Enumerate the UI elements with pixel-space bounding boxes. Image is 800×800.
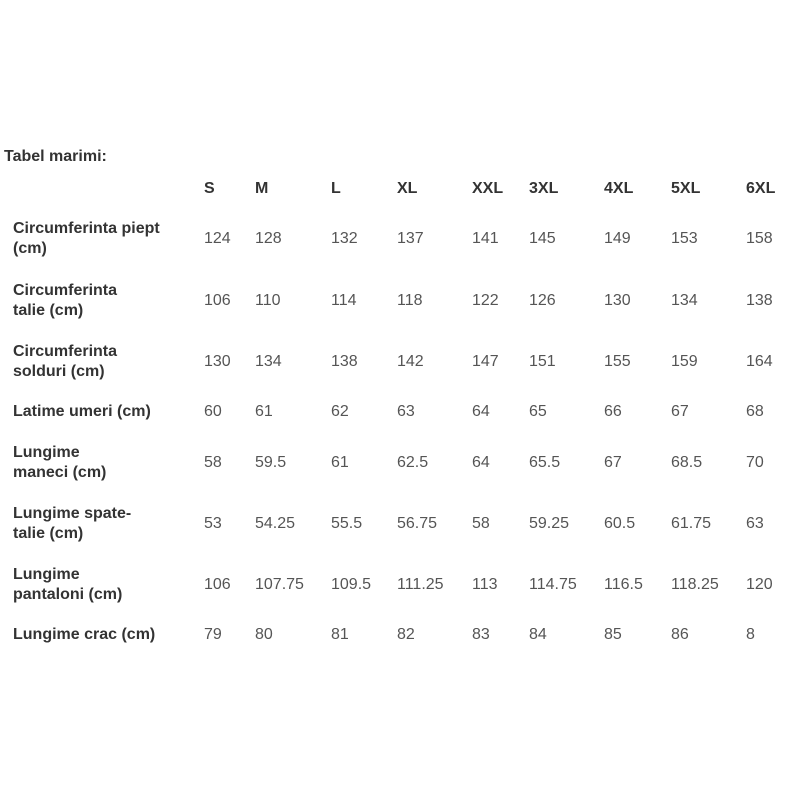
measurement-row xyxy=(8,331,796,392)
measurement-value: 124 xyxy=(204,230,231,247)
size-header-xl: XL xyxy=(397,180,418,197)
measurement-value: 109.5 xyxy=(331,575,372,593)
measurement-value: 110 xyxy=(255,291,281,309)
measurement-label xyxy=(8,432,204,493)
measurement-row xyxy=(8,493,796,554)
measurement-value: 122 xyxy=(472,291,499,309)
measurement-label-line: Circumferinta xyxy=(13,342,118,360)
measurement-value: 147 xyxy=(472,352,499,370)
measurement-value: 83 xyxy=(472,626,490,643)
size-header-xxl: XXL xyxy=(472,180,504,197)
measurement-label-line: (cm) xyxy=(13,240,47,257)
measurement-value: 54.25 xyxy=(255,514,296,532)
measurement-value: 142 xyxy=(397,352,424,370)
measurement-label xyxy=(8,270,204,331)
measurement-value: 138 xyxy=(746,291,773,309)
measurement-value: 132 xyxy=(331,230,358,247)
measurement-value: 149 xyxy=(604,230,631,247)
size-header-m: M xyxy=(255,180,269,197)
measurement-value: 65.5 xyxy=(529,453,561,471)
measurement-value: 86 xyxy=(671,626,689,643)
measurement-value: 56.75 xyxy=(397,514,438,532)
size-header-3xl: 3XL xyxy=(529,180,559,197)
measurement-value: 138 xyxy=(331,352,358,370)
measurement-value: 126 xyxy=(529,291,556,309)
measurement-value: 62 xyxy=(331,403,349,420)
measurement-value: 107.75 xyxy=(255,575,304,593)
measurement-value: 62.5 xyxy=(397,453,429,471)
measurement-value: 111.25 xyxy=(397,575,444,593)
size-header-4xl: 4XL xyxy=(604,180,634,197)
measurement-label-line: pantaloni (cm) xyxy=(13,585,123,603)
measurement-label-line: maneci (cm) xyxy=(13,463,107,481)
measurement-value: 155 xyxy=(604,352,631,370)
measurement-value: 63 xyxy=(746,514,764,532)
measurement-label-line: Circumferinta piept xyxy=(13,220,160,237)
measurement-value: 8 xyxy=(746,626,755,643)
measurement-value: 113 xyxy=(472,575,498,593)
measurement-value: 64 xyxy=(472,453,490,471)
measurement-label-line: Latime umeri (cm) xyxy=(13,403,151,420)
measurement-row xyxy=(8,554,796,615)
header-corner xyxy=(8,170,204,208)
measurement-row xyxy=(8,432,796,493)
measurement-value: 68 xyxy=(746,403,764,420)
measurement-value: 128 xyxy=(255,230,282,247)
measurement-label xyxy=(8,331,204,392)
measurement-row xyxy=(8,392,796,432)
measurement-label xyxy=(8,615,204,655)
measurement-value: 118.25 xyxy=(671,575,719,593)
measurement-value: 59.5 xyxy=(255,453,287,471)
measurement-value: 67 xyxy=(671,403,689,420)
measurement-value: 66 xyxy=(604,403,622,420)
size-chart-body xyxy=(8,208,796,655)
measurement-value: 64 xyxy=(472,403,490,420)
measurement-value: 61 xyxy=(255,403,273,420)
measurement-label-line: Lungime spate- xyxy=(13,504,132,522)
measurement-label-line: talie (cm) xyxy=(13,524,84,542)
measurement-value: 70 xyxy=(746,453,764,471)
measurement-label-line: Lungime xyxy=(13,565,80,583)
measurement-value: 106 xyxy=(204,575,231,593)
measurement-value: 159 xyxy=(671,352,698,370)
measurement-value: 114.75 xyxy=(529,575,577,593)
size-header-s: S xyxy=(204,180,215,197)
measurement-label-line: solduri (cm) xyxy=(13,362,105,380)
measurement-value: 60.5 xyxy=(604,514,636,532)
measurement-value: 79 xyxy=(204,626,222,643)
measurement-value: 134 xyxy=(671,291,698,309)
measurement-value: 130 xyxy=(604,291,631,309)
measurement-value: 53 xyxy=(204,514,222,532)
size-chart-table xyxy=(8,170,796,655)
measurement-label xyxy=(8,493,204,554)
measurement-value: 158 xyxy=(746,230,773,247)
measurement-row xyxy=(8,615,796,655)
measurement-value: 134 xyxy=(255,352,282,370)
size-header-l: L xyxy=(331,180,341,197)
measurement-label-line: Circumferinta xyxy=(13,281,118,299)
measurement-value: 63 xyxy=(397,403,415,420)
measurement-value: 60 xyxy=(204,403,222,420)
measurement-value: 67 xyxy=(604,453,622,471)
measurement-value: 59.25 xyxy=(529,514,570,532)
measurement-value: 81 xyxy=(331,626,349,643)
measurement-value: 120 xyxy=(746,575,773,593)
measurement-label xyxy=(8,554,204,615)
size-header-row xyxy=(8,170,796,208)
measurement-value: 118 xyxy=(397,291,423,309)
measurement-value: 137 xyxy=(397,230,424,247)
measurement-value: 58 xyxy=(472,514,490,532)
measurement-value: 61.75 xyxy=(671,514,712,532)
measurement-label xyxy=(8,208,204,270)
measurement-value: 58 xyxy=(204,453,222,471)
size-header-5xl: 5XL xyxy=(671,180,701,197)
measurement-value: 85 xyxy=(604,626,622,643)
measurement-value: 153 xyxy=(671,230,698,247)
measurement-value: 106 xyxy=(204,291,231,309)
measurement-value: 61 xyxy=(331,453,349,471)
measurement-value: 116.5 xyxy=(604,575,643,593)
measurement-row xyxy=(8,208,796,270)
measurement-label-line: Lungime crac (cm) xyxy=(13,626,156,643)
measurement-row xyxy=(8,270,796,331)
measurement-value: 82 xyxy=(397,626,415,643)
measurement-label-line: talie (cm) xyxy=(13,301,84,319)
measurement-label-line: Lungime xyxy=(13,443,80,461)
measurement-value: 151 xyxy=(529,352,556,370)
size-header-6xl: 6XL xyxy=(746,180,776,197)
measurement-value: 55.5 xyxy=(331,514,363,532)
measurement-value: 114 xyxy=(331,291,357,309)
measurement-label xyxy=(8,392,204,432)
measurement-value: 141 xyxy=(472,230,499,247)
measurement-value: 130 xyxy=(204,352,231,370)
measurement-value: 164 xyxy=(746,352,773,370)
measurement-value: 84 xyxy=(529,626,547,643)
measurement-value: 145 xyxy=(529,230,556,247)
size-chart-title: Tabel marimi: xyxy=(4,148,107,165)
measurement-value: 68.5 xyxy=(671,453,703,471)
measurement-value: 65 xyxy=(529,403,547,420)
measurement-value: 80 xyxy=(255,626,273,643)
